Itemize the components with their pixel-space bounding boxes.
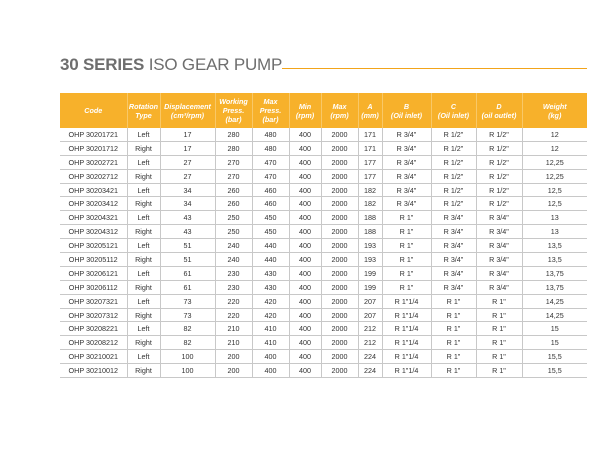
table-cell: 220	[215, 308, 252, 322]
table-row	[60, 169, 587, 183]
table-cell: 400	[289, 266, 321, 280]
table-row	[60, 197, 587, 211]
table-cell: 400	[289, 239, 321, 253]
table-cell: 15	[522, 322, 587, 336]
table-cell: 17	[160, 128, 215, 141]
table-cell: 400	[289, 183, 321, 197]
table-cell: 240	[215, 239, 252, 253]
table-cell: 34	[160, 183, 215, 197]
table-cell: 470	[252, 169, 289, 183]
table-cell: Left	[127, 322, 160, 336]
table-cell: 13,5	[522, 253, 587, 267]
column-header	[215, 93, 252, 128]
table-cell: 400	[289, 350, 321, 364]
table-cell: 260	[215, 183, 252, 197]
header-row	[60, 93, 587, 128]
table-cell: 2000	[321, 183, 358, 197]
table-cell: 2000	[321, 141, 358, 155]
table-cell: 73	[160, 294, 215, 308]
table-cell: R 3/4"	[382, 169, 431, 183]
table-cell: R 1"1/4	[382, 308, 431, 322]
table-body	[60, 128, 587, 378]
table-cell: 15,5	[522, 350, 587, 364]
table-cell: R 1/2"	[476, 155, 522, 169]
table-cell: OHP 30210021	[60, 350, 127, 364]
table-cell: OHP 30207321	[60, 294, 127, 308]
table-cell: R 3/4"	[476, 239, 522, 253]
table-cell: OHP 30210012	[60, 364, 127, 378]
table-cell: 13,75	[522, 280, 587, 294]
table-cell: 400	[252, 364, 289, 378]
column-header-line: Max	[263, 97, 278, 106]
table-cell: OHP 30206112	[60, 280, 127, 294]
table-cell: 2000	[321, 336, 358, 350]
table-cell: R 1"	[382, 225, 431, 239]
table-cell: 12,25	[522, 155, 587, 169]
table-cell: R 3/4"	[431, 211, 476, 225]
table-cell: R 1/2"	[476, 183, 522, 197]
table-cell: 2000	[321, 197, 358, 211]
table-cell: 13,5	[522, 239, 587, 253]
table-cell: 82	[160, 322, 215, 336]
table-cell: 200	[215, 364, 252, 378]
table-cell: 400	[289, 128, 321, 141]
column-header	[60, 93, 127, 128]
title-bold: 30 SERIES	[60, 55, 145, 74]
table-cell: R 1/2"	[431, 128, 476, 141]
table-row	[60, 225, 587, 239]
table-cell: R 3/4"	[382, 128, 431, 141]
table-cell: 400	[289, 364, 321, 378]
table-cell: 260	[215, 197, 252, 211]
table-row	[60, 294, 587, 308]
table-cell: R 1"	[431, 322, 476, 336]
table-cell: 470	[252, 155, 289, 169]
table-cell: OHP 30206121	[60, 266, 127, 280]
column-header	[252, 93, 289, 128]
table-cell: R 3/4"	[476, 211, 522, 225]
table-cell: 400	[289, 155, 321, 169]
table-cell: 440	[252, 239, 289, 253]
column-header-line: (cm³/rpm)	[170, 110, 205, 120]
column-header	[321, 93, 358, 128]
table-cell: 220	[215, 294, 252, 308]
column-header	[476, 93, 522, 128]
table-cell: Left	[127, 211, 160, 225]
table-cell: 400	[289, 169, 321, 183]
column-header-line: B	[403, 101, 410, 111]
table-cell: R 3/4"	[382, 155, 431, 169]
table-cell: Right	[127, 253, 160, 267]
table-cell: 400	[289, 280, 321, 294]
table-cell: R 1"	[382, 211, 431, 225]
table-cell: 61	[160, 266, 215, 280]
table-cell: OHP 30208212	[60, 336, 127, 350]
column-header-line: A	[367, 101, 373, 111]
table-row	[60, 266, 587, 280]
table-cell: Left	[127, 128, 160, 141]
title-rest: ISO GEAR PUMP	[144, 55, 283, 74]
table-cell: Right	[127, 336, 160, 350]
table-cell: R 3/4"	[476, 225, 522, 239]
table-cell: 410	[252, 322, 289, 336]
table-cell: OHP 30203412	[60, 197, 127, 211]
table-cell: 182	[358, 197, 382, 211]
table-cell: 250	[215, 225, 252, 239]
table-cell: 400	[289, 308, 321, 322]
table-cell: 207	[358, 308, 382, 322]
table-cell: 73	[160, 308, 215, 322]
table-cell: 43	[160, 225, 215, 239]
table-cell: 2000	[321, 350, 358, 364]
table-cell: 480	[252, 141, 289, 155]
table-cell: 2000	[321, 280, 358, 294]
table-cell: OHP 30208221	[60, 322, 127, 336]
table-cell: 182	[358, 183, 382, 197]
table-cell: R 3/4"	[382, 183, 431, 197]
table-cell: 2000	[321, 211, 358, 225]
table-row	[60, 155, 587, 169]
table-cell: 224	[358, 364, 382, 378]
column-header-line: Code	[84, 106, 103, 115]
table-cell: 450	[252, 225, 289, 239]
table-cell: 280	[215, 128, 252, 141]
table-cell: 27	[160, 155, 215, 169]
table-cell: R 1"	[382, 266, 431, 280]
column-header	[431, 93, 476, 128]
table-row	[60, 364, 587, 378]
table-cell: 430	[252, 280, 289, 294]
table-cell: Right	[127, 280, 160, 294]
table-cell: 420	[252, 308, 289, 322]
table-cell: 2000	[321, 169, 358, 183]
table-cell: Left	[127, 183, 160, 197]
table-cell: OHP 30202712	[60, 169, 127, 183]
table-cell: 2000	[321, 294, 358, 308]
table-cell: 2000	[321, 155, 358, 169]
table-cell: 199	[358, 280, 382, 294]
table-cell: 440	[252, 253, 289, 267]
table-cell: 410	[252, 336, 289, 350]
table-cell: 188	[358, 225, 382, 239]
column-header-line: Weight	[542, 101, 567, 111]
table-cell: 193	[358, 253, 382, 267]
table-cell: 2000	[321, 253, 358, 267]
column-header-line: Press.	[259, 106, 282, 115]
table-row	[60, 280, 587, 294]
table-cell: R 3/4"	[476, 253, 522, 267]
table-cell: OHP 30201712	[60, 141, 127, 155]
table-cell: 51	[160, 239, 215, 253]
table-row	[60, 336, 587, 350]
table-cell: 2000	[321, 128, 358, 141]
table-cell: 400	[289, 322, 321, 336]
column-header-line: (oil outlet)	[481, 110, 517, 120]
table-cell: R 1/2"	[431, 197, 476, 211]
table-cell: 400	[252, 350, 289, 364]
table-cell: 12	[522, 141, 587, 155]
table-cell: R 1"	[476, 294, 522, 308]
table-cell: 280	[215, 141, 252, 155]
table-cell: Right	[127, 308, 160, 322]
table-cell: 230	[215, 266, 252, 280]
column-header	[358, 93, 382, 128]
table-cell: R 1"	[476, 336, 522, 350]
table-cell: 34	[160, 197, 215, 211]
table-cell: 270	[215, 169, 252, 183]
table-cell: 199	[358, 266, 382, 280]
table-cell: 17	[160, 141, 215, 155]
table-cell: OHP 30205112	[60, 253, 127, 267]
column-header-line: Rotation	[128, 101, 159, 111]
table-cell: 270	[215, 155, 252, 169]
table-cell: Left	[127, 155, 160, 169]
table-row	[60, 308, 587, 322]
table-cell: 12,25	[522, 169, 587, 183]
column-header-line: Working	[219, 97, 248, 106]
table-cell: R 1"	[476, 322, 522, 336]
page-title	[60, 55, 282, 75]
table-cell: R 1"	[431, 294, 476, 308]
table-cell: Right	[127, 141, 160, 155]
table-cell: 2000	[321, 239, 358, 253]
table-cell: R 1"	[476, 350, 522, 364]
table-row	[60, 350, 587, 364]
table-cell: R 1"	[431, 350, 476, 364]
column-header-line: Min	[298, 101, 312, 111]
table-cell: R 1/2"	[431, 141, 476, 155]
table-cell: R 1"1/4	[382, 336, 431, 350]
table-cell: Right	[127, 225, 160, 239]
table-cell: R 1"1/4	[382, 350, 431, 364]
table-cell: 12,5	[522, 183, 587, 197]
table-cell: 240	[215, 253, 252, 267]
table-row	[60, 128, 587, 141]
table-cell: 177	[358, 155, 382, 169]
table-cell: 230	[215, 280, 252, 294]
table-cell: 61	[160, 280, 215, 294]
table-cell: R 1"1/4	[382, 322, 431, 336]
table-cell: Right	[127, 364, 160, 378]
column-header-line: Press.	[222, 106, 245, 115]
table-cell: R 1"1/4	[382, 294, 431, 308]
column-header	[522, 93, 587, 128]
table-cell: R 3/4"	[476, 266, 522, 280]
table-cell: 12	[522, 128, 587, 141]
table-cell: 450	[252, 211, 289, 225]
table-cell: R 1"	[476, 308, 522, 322]
table-cell: R 1/2"	[431, 155, 476, 169]
table-cell: Right	[127, 197, 160, 211]
table-cell: 420	[252, 294, 289, 308]
column-header-line: (rpm)	[330, 110, 349, 120]
column-header	[382, 93, 431, 128]
table-cell: OHP 30203421	[60, 183, 127, 197]
column-header-line: (Oil inlet)	[390, 110, 423, 120]
table-cell: R 1/2"	[431, 169, 476, 183]
table-cell: 171	[358, 141, 382, 155]
column-header-line: (bar)	[225, 115, 242, 124]
table-cell: OHP 30205121	[60, 239, 127, 253]
column-header-line: Max	[332, 101, 347, 111]
table-cell: OHP 30201721	[60, 128, 127, 141]
table-cell: 2000	[321, 322, 358, 336]
column-header-line: (Oil inlet)	[437, 110, 470, 120]
column-header-line: C	[450, 101, 457, 111]
table-cell: R 1"	[382, 280, 431, 294]
table-cell: Left	[127, 294, 160, 308]
table-cell: Right	[127, 169, 160, 183]
table-cell: 2000	[321, 225, 358, 239]
table-cell: 400	[289, 294, 321, 308]
table-cell: 200	[215, 350, 252, 364]
column-header-line: (rpm)	[295, 110, 315, 120]
table-cell: OHP 30202721	[60, 155, 127, 169]
table-cell: 193	[358, 239, 382, 253]
table-row	[60, 183, 587, 197]
table-cell: R 1/2"	[476, 169, 522, 183]
table-cell: R 3/4"	[382, 197, 431, 211]
table-cell: OHP 30207312	[60, 308, 127, 322]
table-cell: 14,25	[522, 308, 587, 322]
table-cell: 171	[358, 128, 382, 141]
table-cell: 430	[252, 266, 289, 280]
table-cell: 14,25	[522, 294, 587, 308]
table-cell: R 1"	[382, 239, 431, 253]
table-cell: Left	[127, 239, 160, 253]
table-cell: R 1/2"	[476, 128, 522, 141]
column-header-line: (kg)	[548, 110, 562, 120]
table-cell: 207	[358, 294, 382, 308]
table-cell: 212	[358, 336, 382, 350]
table-cell: Left	[127, 266, 160, 280]
table-cell: 15	[522, 336, 587, 350]
table-cell: 400	[289, 225, 321, 239]
table-cell: R 1"	[382, 253, 431, 267]
table-cell: 177	[358, 169, 382, 183]
table-cell: 210	[215, 322, 252, 336]
table-cell: R 3/4"	[431, 253, 476, 267]
column-header	[160, 93, 215, 128]
column-header-line: Displacement	[164, 101, 211, 111]
table-cell: OHP 30204321	[60, 211, 127, 225]
column-header	[127, 93, 160, 128]
table-cell: R 3/4"	[431, 280, 476, 294]
table-cell: 51	[160, 253, 215, 267]
table-cell: R 1"	[431, 336, 476, 350]
column-header	[289, 93, 321, 128]
table-row	[60, 322, 587, 336]
table-cell: 43	[160, 211, 215, 225]
table-cell: R 1"1/4	[382, 364, 431, 378]
table-cell: 2000	[321, 308, 358, 322]
table-cell: R 1/2"	[476, 141, 522, 155]
column-header-line: (bar)	[262, 115, 279, 124]
table-cell: R 1"	[431, 364, 476, 378]
table-cell: 460	[252, 183, 289, 197]
table-cell: 2000	[321, 266, 358, 280]
table-cell: 100	[160, 350, 215, 364]
table-cell: 250	[215, 211, 252, 225]
column-header-line: Type	[135, 110, 152, 120]
table-cell: R 1"	[476, 364, 522, 378]
table-cell: R 1"	[431, 308, 476, 322]
title-divider	[282, 68, 587, 69]
table-cell: R 3/4"	[382, 141, 431, 155]
table-cell: 2000	[321, 364, 358, 378]
table-cell: 13	[522, 225, 587, 239]
table-cell: R 3/4"	[431, 266, 476, 280]
table-cell: OHP 30204312	[60, 225, 127, 239]
table-cell: 82	[160, 336, 215, 350]
table-cell: 188	[358, 211, 382, 225]
column-header-line: (mm)	[361, 110, 379, 120]
table-row	[60, 239, 587, 253]
table-cell: 210	[215, 336, 252, 350]
table-cell: 100	[160, 364, 215, 378]
table-cell: 400	[289, 336, 321, 350]
table-cell: 13	[522, 211, 587, 225]
table-row	[60, 211, 587, 225]
table-cell: 212	[358, 322, 382, 336]
table-cell: 12,5	[522, 197, 587, 211]
table-cell: 400	[289, 211, 321, 225]
table-cell: 460	[252, 197, 289, 211]
table-row	[60, 253, 587, 267]
table-cell: 400	[289, 253, 321, 267]
table-cell: R 3/4"	[431, 225, 476, 239]
table-cell: R 1/2"	[476, 197, 522, 211]
table-cell: R 1/2"	[431, 183, 476, 197]
table-cell: 400	[289, 141, 321, 155]
table-cell: 13,75	[522, 266, 587, 280]
table-cell: 400	[289, 197, 321, 211]
table-cell: Left	[127, 350, 160, 364]
table-cell: 15,5	[522, 364, 587, 378]
table-cell: R 3/4"	[431, 239, 476, 253]
column-header-line: D	[496, 101, 502, 111]
title-row	[60, 52, 600, 76]
table-cell: 224	[358, 350, 382, 364]
table-cell: R 3/4"	[476, 280, 522, 294]
spec-table	[60, 93, 587, 378]
table-cell: 27	[160, 169, 215, 183]
table-row	[60, 141, 587, 155]
table-cell: 480	[252, 128, 289, 141]
